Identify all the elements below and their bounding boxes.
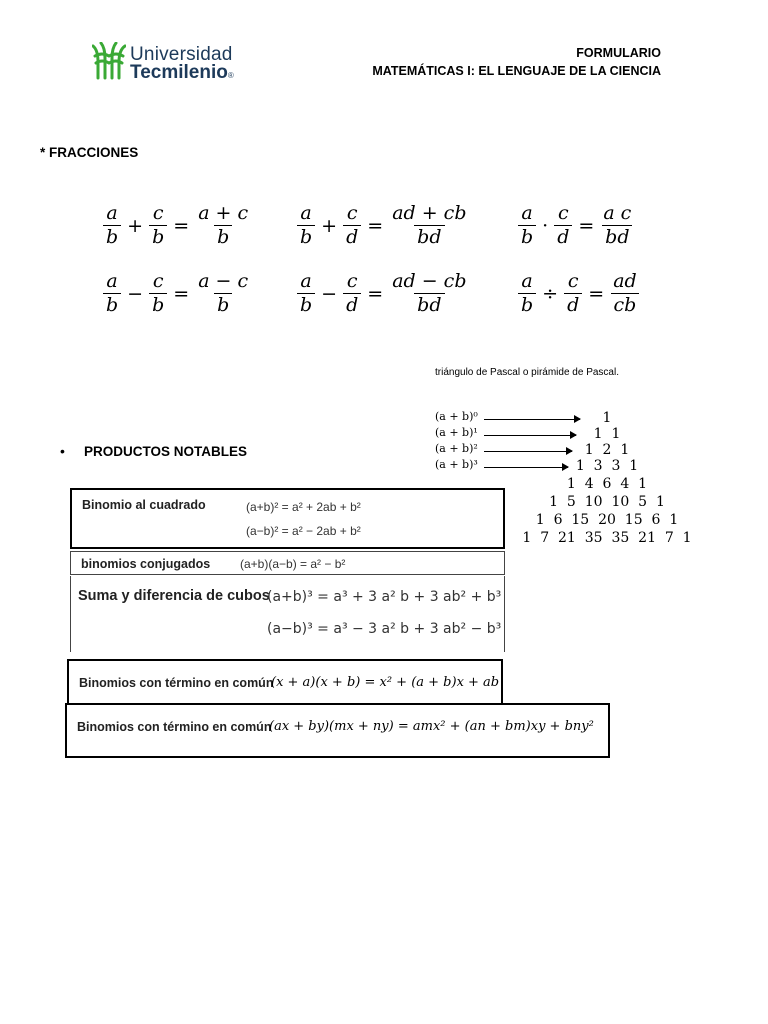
pascal-row: 1 1: [593, 426, 621, 442]
fraction-result: $\frac{ad}{cb}$: [610, 270, 640, 317]
binomio-cuadrado-box: [70, 488, 505, 549]
fraction-right: $\frac{c}{d}$: [554, 202, 572, 249]
fraction-right: $\frac{c}{b}$: [149, 202, 167, 249]
bullet-icon: •: [60, 443, 65, 459]
fraction-right: $\frac{c}{d}$: [343, 202, 361, 249]
cubos-formula-2: (a−b)³ = a³ − 3 a² b + 3 ab² − b³: [267, 621, 502, 637]
fraction-right: $\frac{c}{b}$: [149, 270, 167, 317]
arrow-icon: [484, 451, 572, 452]
pascal-row: 1 4 6 4 1: [566, 476, 648, 492]
cubos-formula-1: (a+b)³ = a³ + 3 a² b + 3 ab² + b³: [267, 589, 502, 605]
productos-title: PRODUCTOS NOTABLES: [84, 444, 248, 459]
pascal-row: 1 6 15 20 15 6 1: [535, 512, 679, 528]
fraction-result: $\frac{a + c}{b}$: [198, 202, 249, 248]
pascal-row: 1 5 10 10 5 1: [549, 494, 665, 510]
tecmilenio-logo: [92, 42, 242, 82]
fraction-left: $\frac{a}{b}$: [297, 270, 315, 317]
fraction-left: $\frac{a}{b}$: [103, 270, 121, 317]
fraction-formula: [294, 270, 472, 317]
operator: ÷: [542, 282, 559, 305]
equals-sign: =: [588, 282, 605, 305]
conjugados-label: binomios conjugados: [81, 557, 211, 571]
termino-comun-formula-1: (x + a)(x + b) = x² + (a + b)x + ab: [271, 675, 500, 690]
termino-comun-box-2: [65, 703, 610, 758]
fracciones-title: * FRACCIONES: [40, 145, 139, 160]
fraction-result: $\frac{a - c}{b}$: [198, 270, 249, 316]
pascal-power: (a + b)¹: [435, 426, 478, 439]
pascal-power: (a + b)²: [435, 442, 478, 455]
pascal-row: 1: [602, 410, 612, 426]
fraction-left: $\frac{a}{b}$: [518, 202, 536, 249]
equals-sign: =: [578, 214, 595, 237]
termino-comun-label-2: Binomios con término en común: [77, 720, 272, 734]
fraction-result: $\frac{ad - cb}{bd}$: [392, 270, 467, 316]
binomio-cuadrado-formula-2: (a−b)² = a² − 2ab + b²: [246, 524, 361, 538]
binomio-cuadrado-label: Binomio al cuadrado: [82, 498, 206, 512]
equals-sign: =: [367, 282, 384, 305]
equals-sign: =: [173, 214, 190, 237]
termino-comun-formula-2: (ax + by)(mx + ny) = amx² + (an + bm)xy + bny²: [269, 719, 594, 734]
fraction-right: $\frac{c}{d}$: [564, 270, 582, 317]
fraction-result: $\frac{ad + cb}{bd}$: [392, 202, 467, 248]
fraction-left: $\frac{a}{b}$: [518, 270, 536, 317]
fraction-left: $\frac{a}{b}$: [103, 202, 121, 249]
fraction-left: $\frac{a}{b}$: [297, 202, 315, 249]
operator: −: [127, 282, 144, 305]
logo-line1: Universidad: [130, 44, 233, 65]
pascal-power: (a + b)³: [435, 458, 478, 471]
pascal-title: triángulo de Pascal o pirámide de Pascal.: [435, 367, 619, 378]
fraction-right: $\frac{c}{d}$: [343, 270, 361, 317]
operator: +: [127, 214, 144, 237]
header-title: FORMULARIO: [576, 46, 661, 60]
equals-sign: =: [173, 282, 190, 305]
pascal-power: (a + b)⁰: [435, 410, 478, 423]
arrow-icon: [484, 419, 580, 420]
operator: +: [321, 214, 338, 237]
equals-sign: =: [367, 214, 384, 237]
binomio-cuadrado-formula-1: (a+b)² = a² + 2ab + b²: [246, 500, 361, 514]
fraction-formula: [515, 270, 643, 317]
termino-comun-box-1: [67, 659, 503, 705]
pascal-row: 1 2 1: [584, 442, 630, 458]
header-subtitle: MATEMÁTICAS I: EL LENGUAJE DE LA CIENCIA: [372, 64, 661, 78]
logo-mark-icon: [92, 42, 126, 80]
arrow-icon: [484, 435, 576, 436]
cubos-box: [70, 576, 505, 652]
pascal-row: 1 7 21 35 35 21 7 1: [522, 530, 692, 546]
fraction-result: $\frac{\text{a c}}{bd}$: [603, 202, 632, 248]
conjugados-formula: (a+b)(a−b) = a² − b²: [240, 557, 346, 571]
operator: −: [321, 282, 338, 305]
fraction-formula: [515, 202, 637, 249]
arrow-icon: [484, 467, 568, 468]
logo-line2: Tecmilenio®: [130, 62, 234, 83]
conjugados-box: [70, 551, 505, 575]
termino-comun-label-1: Binomios con término en común: [79, 676, 274, 690]
operator: ·: [542, 214, 549, 237]
cubos-label: Suma y diferencia de cubos: [78, 588, 270, 604]
fraction-formula: [100, 270, 254, 317]
fraction-formula: [100, 202, 254, 249]
pascal-row: 1 3 3 1: [575, 458, 639, 474]
fraction-formula: [294, 202, 472, 249]
